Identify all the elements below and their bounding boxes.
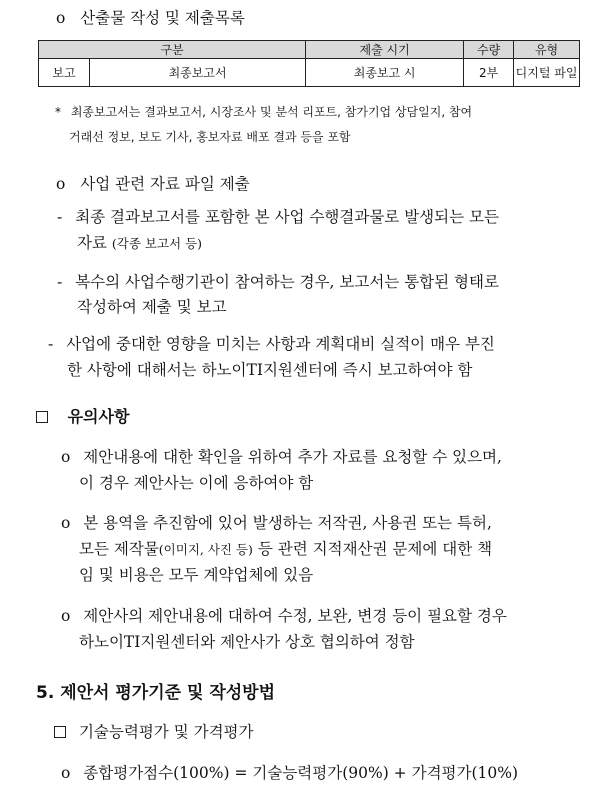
footnote-text: 최종보고서는 결과보고서, 시장조사 및 분석 리포트, 참가기업 상담일지, 참여 — [70, 105, 473, 119]
checkbox-square-icon — [54, 726, 66, 738]
footnote-line1 — [55, 103, 472, 120]
checkbox-square-icon — [36, 411, 48, 423]
bullet: o — [61, 514, 71, 532]
table-header: 구분 — [39, 41, 306, 59]
note-line2: 하노이TI지원센터와 제안사가 상호 협의하여 정함 — [79, 633, 415, 651]
file-item-line1: - 최종 결과보고서를 포함한 본 사업 수행결과물로 발생되는 모든 — [57, 208, 499, 226]
table-header: 유형 — [514, 41, 580, 59]
table-cell: 보고 — [39, 59, 90, 87]
bullet: o — [61, 607, 71, 625]
files-heading — [56, 172, 250, 194]
footnote-mark: * — [55, 105, 61, 119]
deliverables-table — [38, 40, 580, 87]
table-cell: 디지털 파일 — [514, 59, 580, 87]
table-header: 수량 — [464, 41, 514, 59]
deliverables-title: 산출물 작성 및 제출목록 — [80, 9, 245, 27]
bullet: o — [61, 448, 71, 466]
note-line2: 모든 제작물(이미지, 사진 등) 등 관련 지적재산권 문제에 대한 책 — [79, 540, 493, 558]
note-line1: o 제안내용에 대한 확인을 위하여 추가 자료를 요청할 수 있으며, — [61, 448, 502, 466]
file-item-line1: - 사업에 중대한 영향을 미치는 사항과 계획대비 실적이 매우 부진 — [48, 335, 495, 353]
table-cell: 최종보고 시 — [306, 59, 464, 87]
section5-subheading: 기술능력평가 및 가격평가 — [54, 720, 254, 742]
note-line2: 이 경우 제안사는 이에 응하여야 함 — [79, 474, 314, 492]
footnote-line2: 거래선 정보, 보도 기사, 홍보자료 배포 결과 등을 포함 — [69, 130, 351, 144]
note-line3: 임 및 비용은 모두 계약업체에 있음 — [79, 566, 314, 584]
formula-line: o 종합평가점수(100%) = 기술능력평가(90%) + 가격평가(10%) — [61, 764, 519, 782]
bullet: o — [56, 9, 66, 27]
file-item-line2: 작성하여 제출 및 보고 — [77, 298, 227, 316]
dash: - — [48, 335, 54, 353]
note-line1: o 제안사의 제안내용에 대하여 수정, 보완, 변경 등이 필요할 경우 — [61, 607, 507, 625]
notes-heading — [36, 404, 129, 427]
file-item-line1: - 복수의 사업수행기관이 참여하는 경우, 보고서는 통합된 형태로 — [57, 273, 499, 291]
table-cell: 최종보고서 — [90, 59, 306, 87]
deliverables-heading — [56, 6, 245, 28]
table-header: 제출 시기 — [306, 41, 464, 59]
note-line1: o 본 용역을 추진함에 있어 발생하는 저작권, 사용권 또는 특허, — [61, 514, 492, 532]
file-item-line2: 한 사항에 대해서는 하노이TI지원센터에 즉시 보고하여야 함 — [67, 361, 473, 379]
bullet: o — [56, 175, 66, 193]
files-title: 사업 관련 자료 파일 제출 — [80, 175, 250, 193]
dash: - — [57, 208, 63, 226]
section5-title: 5. 제안서 평가기준 및 작성방법 — [36, 683, 276, 703]
table-cell: 2부 — [464, 59, 514, 87]
dash: - — [57, 273, 63, 291]
file-item-line2: 자료 (각종 보고서 등) — [77, 234, 203, 252]
bullet: o — [61, 764, 71, 782]
notes-title: 유의사항 — [67, 407, 130, 426]
table-row — [39, 59, 580, 87]
